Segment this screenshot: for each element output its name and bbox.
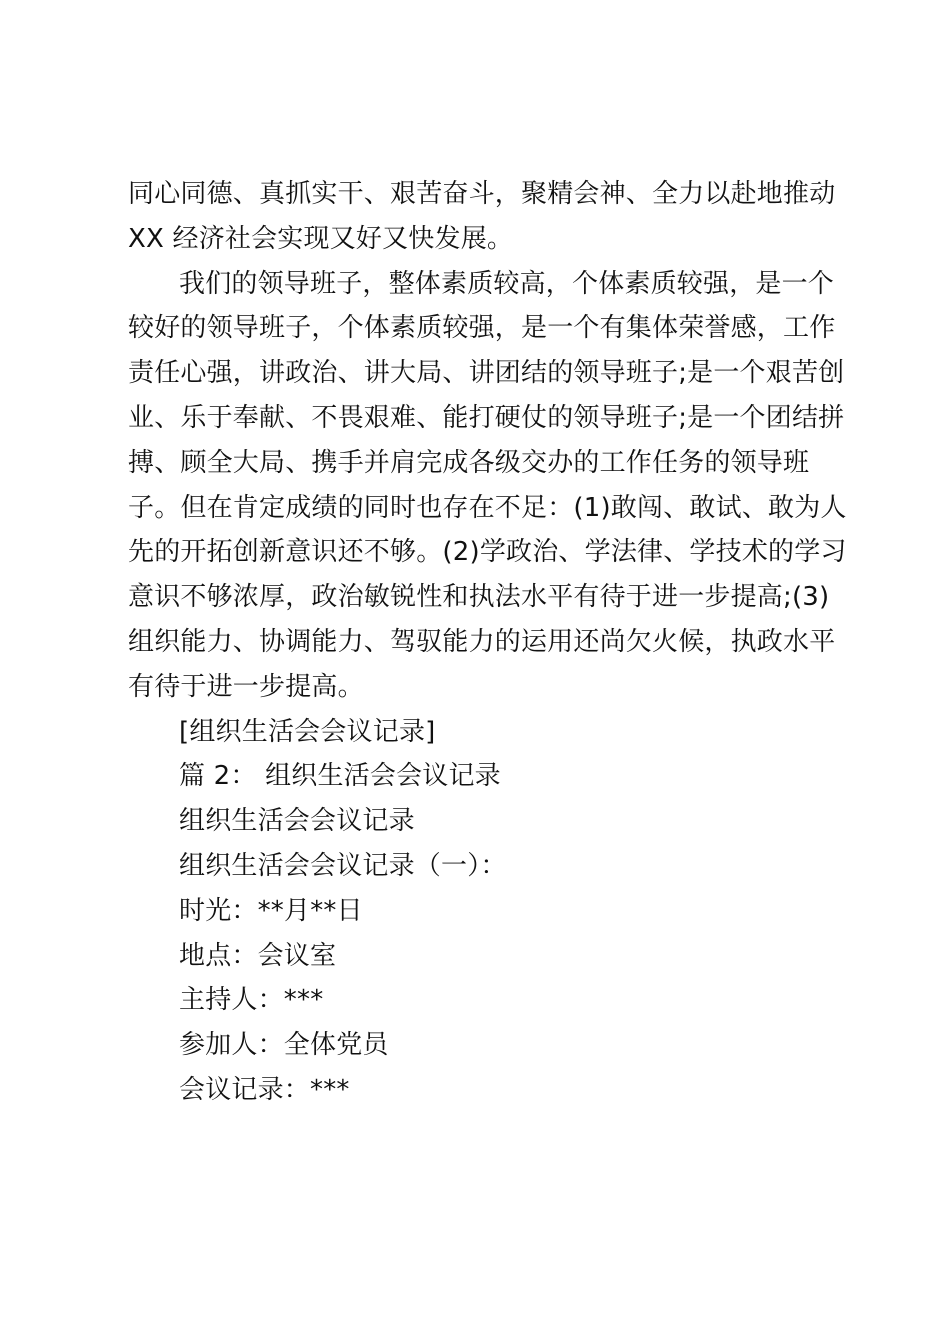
meeting-location: 地点：会议室 (179, 940, 337, 971)
meeting-participants: 参加人：全体党员 (179, 1030, 389, 1061)
paragraph-line: 子。但在肯定成绩的同时也存在不足：(1)敢闯、敢试、敢为人 (128, 492, 847, 523)
paragraph-line: 我们的领导班子，整体素质较高，个体素质较强，是一个 (179, 268, 835, 299)
paragraph-line: XX 经济社会实现又好又快发展。 (128, 223, 514, 254)
article-title: 篇 2： 组织生活会会议记录 (179, 761, 501, 792)
paragraph-line: 搏、顾全大局、携手并肩完成各级交办的工作任务的领导班 (128, 447, 810, 478)
paragraph-line: 较好的领导班子，个体素质较强，是一个有集体荣誉感，工作 (128, 313, 836, 344)
document-body (128, 172, 848, 1113)
paragraph-line: 责任心强，讲政治、讲大局、讲团结的领导班子;是一个艰苦创 (128, 358, 845, 389)
meeting-host: 主持人：*** (179, 985, 324, 1016)
meeting-time: 时光：**月**日 (179, 895, 363, 926)
paragraph-line: 业、乐于奉献、不畏艰难、能打硬仗的领导班子;是一个团结拼 (128, 402, 845, 433)
record-subtitle: 组织生活会会议记录（一）： (179, 850, 507, 881)
paragraph-line: 先的开拓创新意识还不够。(2)学政治、学法律、学技术的学习 (128, 537, 847, 568)
paragraph-line: 组织能力、协调能力、驾驭能力的运用还尚欠火候，执政水平 (128, 626, 836, 657)
paragraph-line: 同心同德、真抓实干、艰苦奋斗，聚精会神、全力以赴地推动 (128, 179, 836, 209)
paragraph-line: 意识不够浓厚，政治敏锐性和执法水平有待于进一步提高;(3) (128, 582, 830, 613)
section-heading: [组织生活会会议记录] (179, 716, 436, 747)
paragraph-line: 有待于进一步提高。 (128, 671, 364, 702)
meeting-recorder: 会议记录：*** (179, 1074, 350, 1105)
record-title: 组织生活会会议记录 (179, 806, 415, 837)
